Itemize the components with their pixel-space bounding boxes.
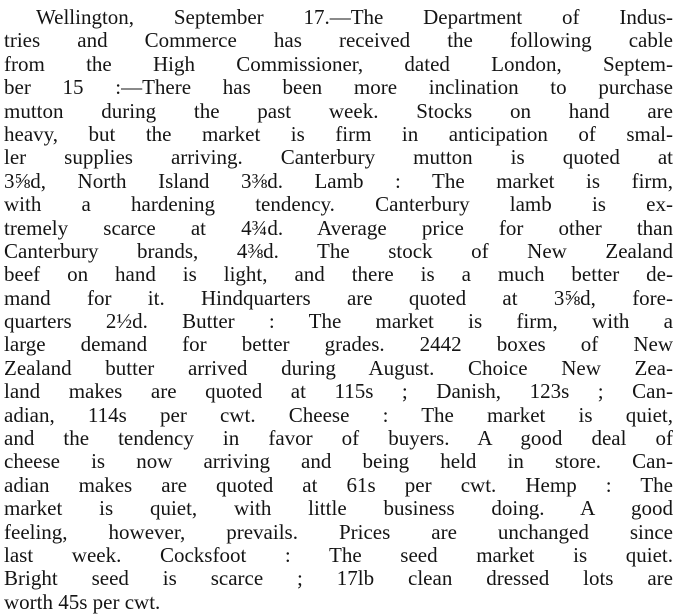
article-line: 3⅝d, North Island 3⅜d. Lamb : The market is firm, <box>4 168 673 193</box>
article-line: large demand for better grades. 2442 boxes of New <box>4 332 673 357</box>
article-line: adian makes are quoted at 61s per cwt. Hemp : The <box>4 472 673 497</box>
article-line: beef on hand is light, and there is a much better de- <box>4 262 673 287</box>
article-line: worth 45s per cwt. <box>4 589 161 614</box>
article-line: adian, 114s per cwt. Cheese : The market is quiet, <box>4 402 673 427</box>
article-line: from the High Commissioner, dated London, Septem- <box>4 51 673 76</box>
article-line: feeling, however, prevails. Prices are unchanged since <box>4 519 673 544</box>
article-line: last week. Cocksfoot : The seed market is quiet. <box>4 542 673 567</box>
article-line: heavy, but the market is firm in anticipation of smal- <box>4 121 673 146</box>
article-line: ber 15 :—There has been more inclination to purchase <box>4 75 673 100</box>
article-line: mutton during the past week. Stocks on hand are <box>4 98 673 123</box>
article-line: tremely scarce at 4¾d. Average price for other than <box>4 215 673 240</box>
article-line: cheese is now arriving and being held in store. Can- <box>4 449 673 474</box>
article-line: Bright seed is scarce ; 17lb clean dressed lots are <box>4 566 673 591</box>
article-line: tries and Commerce has received the following cable <box>4 28 673 53</box>
article-line: land makes are quoted at 115s ; Danish, 123s ; Can- <box>4 379 673 404</box>
article-line: ler supplies arriving. Canterbury mutton is quoted at <box>4 145 673 170</box>
article-line: mand for it. Hindquarters are quoted at 3⅝d, fore- <box>4 285 673 310</box>
article-line: quarters 2½d. Butter : The market is firm, with a <box>4 309 673 334</box>
article-line: market is quiet, with little business doing. A good <box>4 496 673 521</box>
article-line: Wellington, September 17.—The Department of Indus- <box>36 5 673 29</box>
article-line: with a hardening tendency. Canterbury lamb is ex- <box>4 192 673 217</box>
article-line: Canterbury brands, 4⅜d. The stock of New Zealand <box>4 238 673 263</box>
article-line: and the tendency in favor of buyers. A good deal of <box>4 426 673 451</box>
article-line: Zealand butter arrived during August. Choice New Zea- <box>4 355 673 380</box>
